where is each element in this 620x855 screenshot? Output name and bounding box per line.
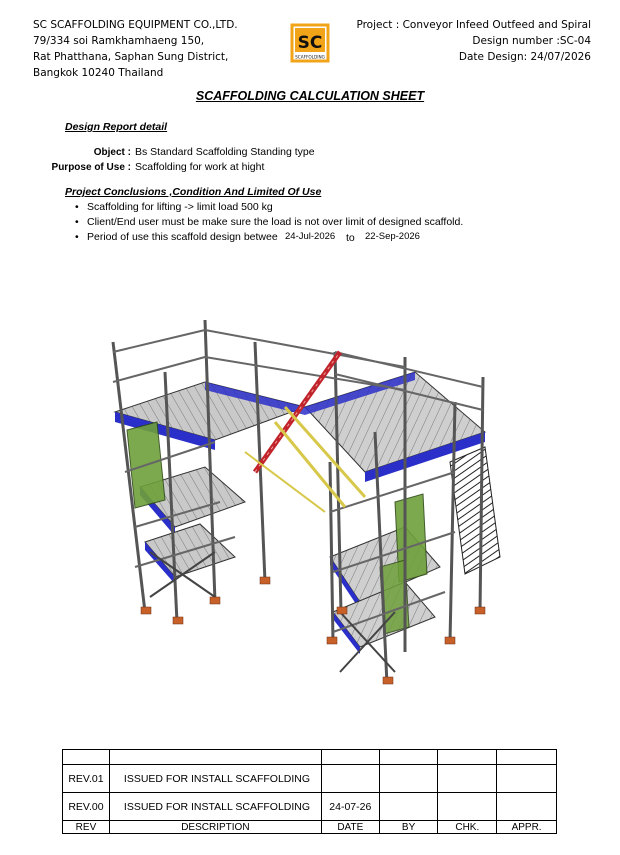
list-item: • Client/End user must be make sure the load is not over limit of designed scaffold. <box>75 216 464 228</box>
revision-table <box>62 749 557 834</box>
purpose-value: Scaffolding for work at hight <box>135 161 265 173</box>
date-from: 24-Jul-2026 <box>285 231 336 242</box>
logo-tagline: SCAFFOLDING <box>295 54 325 60</box>
appr-cell <box>497 765 557 793</box>
date-design: Date Design: 24/07/2026 <box>458 51 591 63</box>
company-address-line1: 79/334 soi Ramkhamhaeng 150, <box>33 35 205 47</box>
date-to: 22-Sep-2026 <box>365 231 420 242</box>
rev-cell: REV.00 <box>63 793 110 821</box>
list-item: • Period of use this scaffold design betwee <box>75 231 278 243</box>
project-name: Project : Conveyor Infeed Outfeed and Spiral <box>356 19 591 31</box>
table-header-row <box>63 821 557 834</box>
bullet-text: Client/End user must be make sure the load is not over limit of designed scaffold. <box>87 216 464 228</box>
company-address-line3: Bangkok 10240 Thailand <box>33 67 164 79</box>
date-cell: 24-07-26 <box>321 793 379 821</box>
header-rev: REV <box>63 821 110 834</box>
design-number: Design number :SC-04 <box>472 35 591 47</box>
header-date: DATE <box>321 821 379 834</box>
header-appr: APPR. <box>497 821 557 834</box>
description-cell: ISSUED FOR INSTALL SCAFFOLDING <box>109 765 321 793</box>
company-info <box>33 17 238 81</box>
by-cell <box>379 765 438 793</box>
rev-cell: REV.01 <box>63 765 110 793</box>
table-row <box>63 765 557 793</box>
table-row <box>63 793 557 821</box>
conclusions-heading: Project Conclusions ,Condition And Limited Of Use <box>65 186 322 198</box>
by-cell <box>379 793 438 821</box>
company-address-line2: Rat Phatthana, Saphan Sung District, <box>33 51 229 63</box>
project-info <box>356 17 591 65</box>
description-cell: ISSUED FOR INSTALL SCAFFOLDING <box>109 793 321 821</box>
bullet-text: Period of use this scaffold design betwee <box>87 231 278 243</box>
company-name: SC SCAFFOLDING EQUIPMENT CO.,LTD. <box>33 19 238 31</box>
design-report-heading: Design Report detail <box>65 121 168 133</box>
date-cell <box>321 765 379 793</box>
chk-cell <box>438 793 497 821</box>
appr-cell <box>497 793 557 821</box>
header-chk: CHK. <box>438 821 497 834</box>
table-row <box>63 750 557 765</box>
to-word: to <box>346 232 355 244</box>
object-label: Object : <box>93 147 131 158</box>
purpose-label: Purpose of Use : <box>51 162 131 173</box>
page-title: SCAFFOLDING CALCULATION SHEET <box>195 89 425 103</box>
header-by: BY <box>379 821 438 834</box>
scaffold-drawing <box>105 312 505 692</box>
bullet-text: Scaffolding for lifting -> limit load 500 kg <box>87 201 273 213</box>
object-value: Bs Standard Scaffolding Standing type <box>135 146 315 158</box>
company-logo <box>289 22 331 64</box>
list-item: • Scaffolding for lifting -> limit load 500 kg <box>75 201 273 213</box>
chk-cell <box>438 765 497 793</box>
logo-letters: SC <box>297 33 323 53</box>
header-description: DESCRIPTION <box>109 821 321 834</box>
